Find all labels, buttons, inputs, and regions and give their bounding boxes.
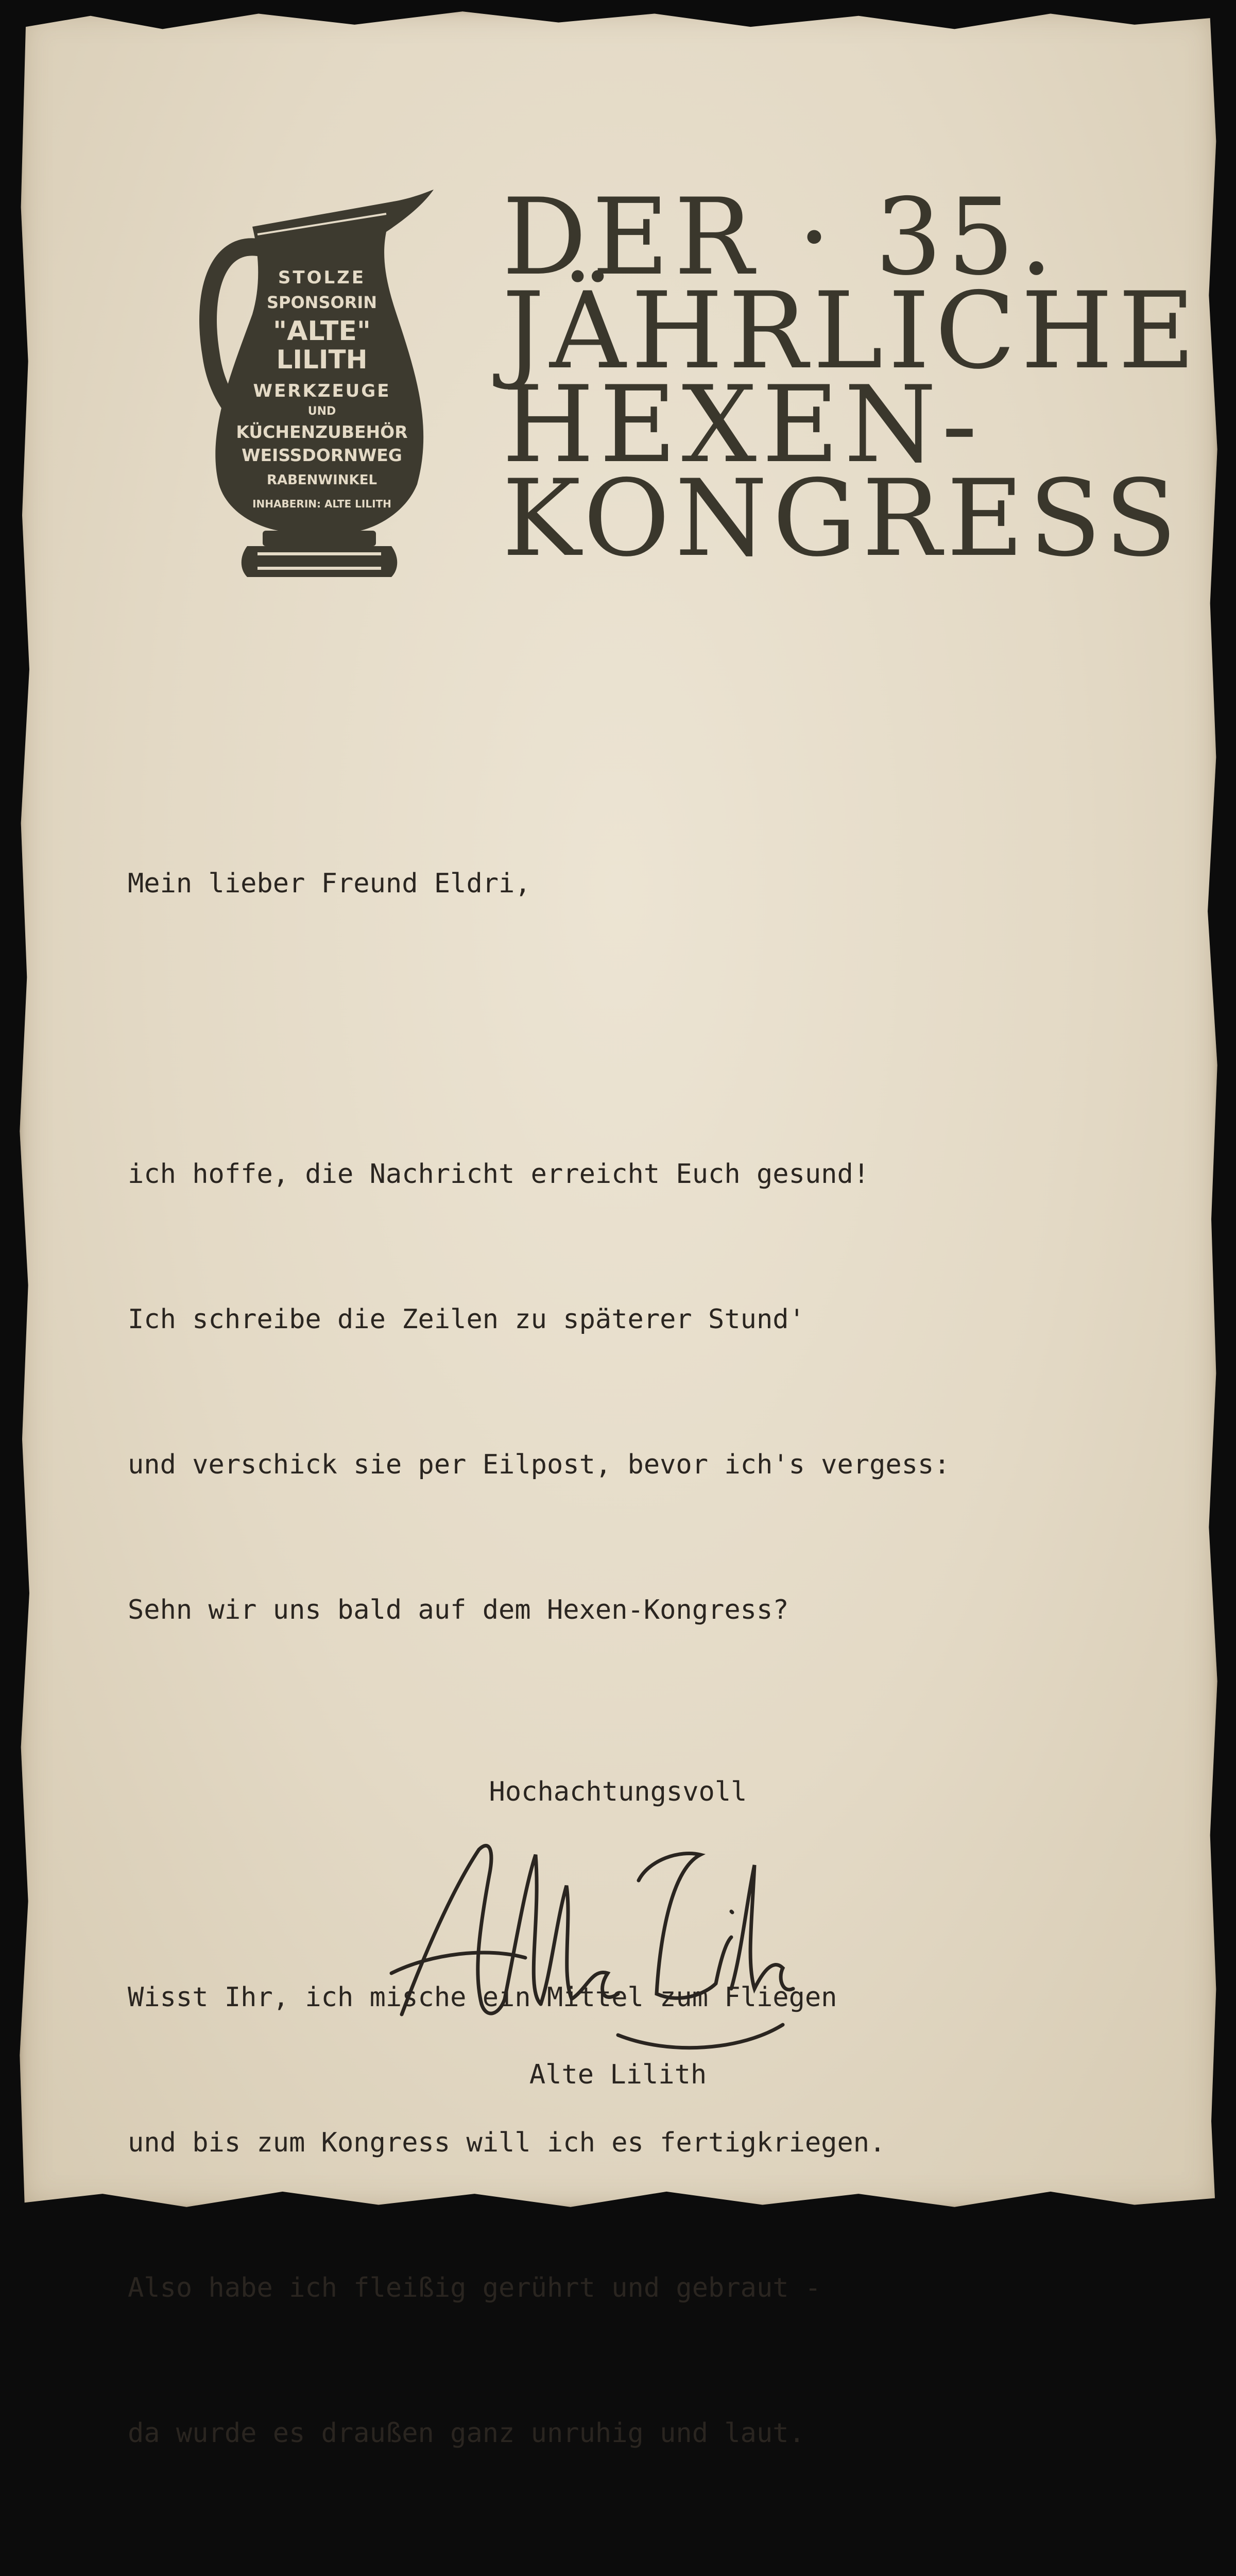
letter-line: Ich schreibe die Zeilen zu späterer Stund'	[128, 1304, 805, 1335]
letter-body	[128, 762, 982, 2576]
logo-text-8: WEISSDORNWEG	[242, 445, 402, 465]
letter-line: da wurde es draußen ganz unruhig und laut.	[128, 2418, 805, 2449]
letter-line: Sehn wir uns bald auf dem Hexen-Kongress?	[128, 1595, 789, 1625]
letter-line: Wisst Ihr, ich mische ein Mittel zum Fliegen	[128, 1982, 837, 2013]
letter-line: und bis zum Kongress will ich es fertigkriegen.	[128, 2127, 886, 2158]
letter-line: und verschick sie per Eilpost, bevor ich's vergess:	[128, 1449, 950, 1480]
letter-line: Also habe ich fleißig gerührt und gebraut -	[128, 2273, 821, 2303]
letter-line: ich hoffe, die Nachricht erreicht Euch gesund!	[128, 1159, 870, 1190]
logo-text-9: RABENWINKEL	[266, 472, 377, 488]
signature	[371, 1819, 803, 2061]
title-line-1: DER · 35.	[502, 176, 1058, 299]
greeting-line: Mein lieber Freund Eldri,	[128, 868, 531, 899]
sponsor-jug-logo	[196, 185, 443, 587]
title-line-3: HEXEN-	[502, 364, 983, 486]
title-line-2: JÄHRLICHE	[502, 270, 1200, 393]
logo-text-2: SPONSORIN	[266, 293, 377, 312]
logo-text-3: "ALTE"	[273, 316, 371, 347]
letter-stanza	[128, 1053, 982, 1731]
logo-text-5: WERKZEUGE	[253, 381, 391, 401]
congress-title	[502, 176, 1200, 580]
letter-greeting	[128, 859, 982, 908]
closing-salutation: Hochachtungsvoll	[489, 1776, 747, 1807]
logo-text-1: STOLZE	[278, 267, 366, 288]
logo-text-4: LILITH	[276, 345, 368, 375]
logo-text-7: KÜCHENZUBEHÖR	[236, 422, 408, 442]
logo-text-6: UND	[307, 405, 336, 418]
closing-name: Alte Lilith	[529, 2059, 707, 2090]
logo-text-10: INHABERIN: ALTE LILITH	[252, 498, 391, 510]
title-line-4: KONGRESS	[502, 457, 1182, 580]
